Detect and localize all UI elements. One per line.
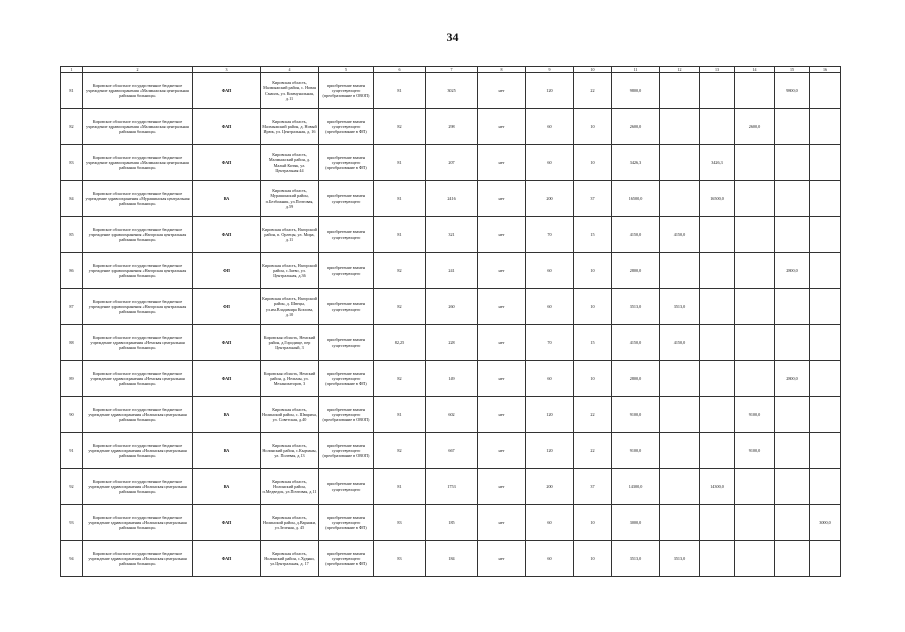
action-cell: приобретение взамен существующего [319,289,374,325]
value-cell: 82,25 [374,325,426,361]
amount-cell [775,469,810,505]
amount-cell [775,541,810,577]
amount-cell: 9800,0 [775,73,810,109]
value-cell: 10 [574,361,612,397]
row-number-cell: 90 [61,397,83,433]
value-cell: 602 [426,397,478,433]
amount-cell: 9100,0 [612,397,660,433]
value-cell: нет [478,325,526,361]
institution-name-cell: Кировское областное государственное бюджетное учреждение здравоохранения «Нолинская центральная районная больница» [83,541,193,577]
address-cell: Кировская область, Нолинский район, с.Кырчаны, ул. Полевая, д.13 [261,433,319,469]
facility-type-cell: ВА [193,397,261,433]
amount-cell [660,73,700,109]
value-cell: 37 [574,469,612,505]
action-cell: приобретение взамен существующего (преобразование в ФП) [319,541,374,577]
action-cell: приобретение взамен существующего (преобразование в ФП) [319,505,374,541]
value-cell: нет [478,433,526,469]
value-cell: 10 [574,145,612,181]
row-number-cell: 88 [61,325,83,361]
row-number-cell: 92 [61,469,83,505]
amount-cell [810,73,841,109]
column-number-cell: 9 [526,67,574,73]
institution-name-cell: Кировское областное государственное бюджетное учреждение здравоохранения «Нагорская центральная районная больница» [83,253,193,289]
address-cell: Кировская область, Немский район, д.Городище, пер Центральный, 3 [261,325,319,361]
facility-type-cell: ФАП [193,325,261,361]
amount-cell [810,145,841,181]
amount-cell [735,361,775,397]
table-row [61,181,841,217]
value-cell: нет [478,469,526,505]
column-number-cell: 5 [319,67,374,73]
amount-cell [775,433,810,469]
amount-cell [735,217,775,253]
action-cell: приобретение взамен существующего (преобразование в ФП) [319,361,374,397]
address-cell: Кировская область, Немский район, д. Нельмы, ул. Механизаторов, 3 [261,361,319,397]
address-cell: Кировская область, Нолинский район, д.Варнаки, ул.Зеленая, д. 45 [261,505,319,541]
action-cell: приобретение взамен существующего [319,325,374,361]
value-cell: 120 [526,433,574,469]
row-number-cell: 81 [61,73,83,109]
table-row [61,73,841,109]
institution-name-cell: Кировское областное государственное бюджетное учреждение здравоохранения «Нагорская центральная районная больница» [83,217,193,253]
amount-cell [810,397,841,433]
column-number-cell: 8 [478,67,526,73]
address-cell: Кировская область, Нагорский район, с.Заево, ул. Центральная, д.36 [261,253,319,289]
institution-name-cell: Кировское областное государственное бюджетное учреждение здравоохранения «Мурашинская центральная районная больница» [83,181,193,217]
amount-cell [700,253,735,289]
amount-cell: 3513,0 [660,289,700,325]
amount-cell [775,145,810,181]
amount-cell [810,433,841,469]
amount-cell [810,289,841,325]
value-cell: 184 [426,541,478,577]
amount-cell: 14300,0 [700,469,735,505]
value-cell: 22 [574,397,612,433]
value-cell: нет [478,109,526,145]
value-cell: 82 [374,109,426,145]
column-number-cell: 13 [700,67,735,73]
value-cell: 82 [374,253,426,289]
institution-name-cell: Кировское областное государственное бюджетное учреждение здравоохранения «Нолинская центральная районная больница» [83,397,193,433]
amount-cell [775,109,810,145]
value-cell: нет [478,397,526,433]
value-cell: 10 [574,289,612,325]
amount-cell [810,541,841,577]
table-row [61,541,841,577]
facility-type-cell: ФАП [193,109,261,145]
value-cell: 667 [426,433,478,469]
amount-cell: 4150,0 [660,217,700,253]
column-number-cell: 12 [660,67,700,73]
amount-cell: 2800,0 [612,361,660,397]
row-number-cell: 89 [61,361,83,397]
value-cell: 15 [574,325,612,361]
table-row [61,397,841,433]
amount-cell [810,253,841,289]
value-cell: нет [478,361,526,397]
amount-cell [660,109,700,145]
address-cell: Кировская область, Нагорский район, д. Швецы, ул.им.Владимира Козлова, д.10 [261,289,319,325]
amount-cell [810,109,841,145]
amount-cell [700,397,735,433]
amount-cell [775,289,810,325]
amount-cell [660,181,700,217]
value-cell: 207 [426,145,478,181]
row-number-cell: 84 [61,181,83,217]
value-cell: 70 [526,325,574,361]
table-row [61,217,841,253]
amount-cell [660,145,700,181]
value-cell: нет [478,505,526,541]
amount-cell [775,505,810,541]
amount-cell [700,433,735,469]
amount-cell: 9100,0 [612,433,660,469]
amount-cell: 2800,0 [775,253,810,289]
value-cell: 37 [574,181,612,217]
value-cell: 260 [426,289,478,325]
amount-cell: 4150,0 [612,217,660,253]
institution-name-cell: Кировское областное государственное бюджетное учреждение здравоохранения «Малмыжская центральная районная больница» [83,145,193,181]
action-cell: приобретение взамен существующего (преобразование в ОВОП) [319,73,374,109]
table-row [61,253,841,289]
address-cell: Кировская область, Малмыжский район, д. Малый Китяк, ул. Центральная 44 [261,145,319,181]
value-cell: 60 [526,289,574,325]
institution-name-cell: Кировское областное государственное бюджетное учреждение здравоохранения «Малмыжская центральная районная больница» [83,73,193,109]
amount-cell: 3000,0 [810,505,841,541]
value-cell: 81 [374,217,426,253]
amount-cell [735,541,775,577]
amount-cell: 9100,0 [735,433,775,469]
column-number-cell: 15 [775,67,810,73]
amount-cell [775,217,810,253]
amount-cell [810,325,841,361]
value-cell: 70 [526,217,574,253]
value-cell: 60 [526,361,574,397]
amount-cell [735,253,775,289]
amount-cell [700,217,735,253]
column-number-cell: 3 [193,67,261,73]
row-number-cell: 91 [61,433,83,469]
facility-type-cell: ФАП [193,73,261,109]
value-cell: 321 [426,217,478,253]
address-cell: Кировская область, Нолинский район, п.Медведок, ул.Почтовая, д.11 [261,469,319,505]
row-number-cell: 93 [61,505,83,541]
value-cell: 10 [574,253,612,289]
table-row [61,469,841,505]
row-number-cell: 87 [61,289,83,325]
facility-type-cell: ВА [193,181,261,217]
amount-cell [700,289,735,325]
amount-cell [700,361,735,397]
amount-cell [735,505,775,541]
facility-type-cell: ФАП [193,145,261,181]
value-cell: 200 [526,181,574,217]
amount-cell: 16500,0 [700,181,735,217]
value-cell: 82 [374,361,426,397]
action-cell: приобретение взамен существующего (преобразование в ОВОП) [319,433,374,469]
amount-cell [735,73,775,109]
amount-cell [735,289,775,325]
value-cell: 60 [526,541,574,577]
amount-cell [660,397,700,433]
amount-cell [775,325,810,361]
amount-cell: 9100,0 [735,397,775,433]
address-cell: Кировская область, Малмыжский район, с. Новая Смаиль, ул. Коммунальная, д.11 [261,73,319,109]
amount-cell [810,469,841,505]
table-row [61,109,841,145]
facility-type-cell: ФП [193,253,261,289]
value-cell: 81 [374,73,426,109]
amount-cell: 3000,0 [612,505,660,541]
table-row [61,505,841,541]
institution-name-cell: Кировское областное государственное бюджетное учреждение здравоохранения «Малмыжская центральная районная больница» [83,109,193,145]
row-number-cell: 82 [61,109,83,145]
value-cell: 60 [526,505,574,541]
institution-name-cell: Кировское областное государственное бюджетное учреждение здравоохранения «Немская центральная районная больница» [83,325,193,361]
value-cell: 149 [426,361,478,397]
amount-cell [700,109,735,145]
facility-type-cell: ВА [193,469,261,505]
table-row [61,433,841,469]
value-cell: 185 [426,505,478,541]
amount-cell: 3426,3 [612,145,660,181]
amount-cell [810,217,841,253]
value-cell: нет [478,541,526,577]
address-cell: Кировская область, Нагорский район, п. Орлецы, ул. Мира, д.11 [261,217,319,253]
value-cell: нет [478,289,526,325]
value-cell: 228 [426,325,478,361]
amount-cell [660,469,700,505]
amount-cell: 14300,0 [612,469,660,505]
value-cell: 81 [374,397,426,433]
value-cell: 120 [526,397,574,433]
column-number-cell: 10 [574,67,612,73]
value-cell: 2416 [426,181,478,217]
facility-type-cell: ВА [193,433,261,469]
value-cell: нет [478,145,526,181]
amount-cell [700,541,735,577]
row-number-cell: 85 [61,217,83,253]
value-cell: 82 [374,289,426,325]
value-cell: 81 [374,469,426,505]
value-cell: 82 [374,433,426,469]
table-row [61,325,841,361]
column-number-cell: 11 [612,67,660,73]
address-cell: Кировская область, Нолинский район, с. Швариха, ул. Советская, д.40 [261,397,319,433]
action-cell: приобретение взамен существующего (преобразование в ФП) [319,145,374,181]
amount-cell: 4150,0 [660,325,700,361]
institution-name-cell: Кировское областное государственное бюджетное учреждение здравоохранения «Нолинская центральная районная больница» [83,433,193,469]
value-cell: нет [478,73,526,109]
value-cell: 10 [574,505,612,541]
amount-cell: 9800,0 [612,73,660,109]
value-cell: 83 [374,505,426,541]
facility-type-cell: ФАП [193,361,261,397]
institution-name-cell: Кировское областное государственное бюджетное учреждение здравоохранения «Немская центральная районная больница» [83,361,193,397]
institution-name-cell: Кировское областное государственное бюджетное учреждение здравоохранения «Нолинская центральная районная больница» [83,505,193,541]
value-cell: 15 [574,217,612,253]
value-cell: 60 [526,109,574,145]
institution-name-cell: Кировское областное государственное бюджетное учреждение здравоохранения «Нолинская центральная районная больница» [83,469,193,505]
amount-cell: 4150,0 [612,325,660,361]
value-cell: нет [478,217,526,253]
action-cell: приобретение взамен существующего [319,469,374,505]
value-cell: 3025 [426,73,478,109]
value-cell: 200 [526,469,574,505]
facility-type-cell: ФП [193,289,261,325]
value-cell: 81 [374,145,426,181]
facility-type-cell: ФАП [193,505,261,541]
table-row [61,289,841,325]
amount-cell: 3513,0 [660,541,700,577]
table-row [61,361,841,397]
value-cell: 1753 [426,469,478,505]
amount-cell [660,433,700,469]
action-cell: приобретение взамен существующего [319,181,374,217]
action-cell: приобретение взамен существующего (преобразование в ФП) [319,109,374,145]
column-number-cell: 2 [83,67,193,73]
amount-cell: 3513,0 [612,541,660,577]
value-cell: 10 [574,109,612,145]
institution-name-cell: Кировское областное государственное бюджетное учреждение здравоохранения «Нагорская центральная районная больница» [83,289,193,325]
action-cell: приобретение взамен существующего (преобразование в ОВОП) [319,397,374,433]
amount-cell [700,73,735,109]
amount-cell [735,145,775,181]
column-number-cell: 14 [735,67,775,73]
amount-cell [735,181,775,217]
value-cell: 22 [574,73,612,109]
value-cell: нет [478,253,526,289]
column-number-cell: 7 [426,67,478,73]
amount-cell [700,325,735,361]
value-cell: 83 [374,541,426,577]
value-cell: 22 [574,433,612,469]
value-cell: 298 [426,109,478,145]
facility-type-cell: ФАП [193,217,261,253]
value-cell: 120 [526,73,574,109]
column-number-cell: 6 [374,67,426,73]
amount-cell: 16500,0 [612,181,660,217]
table-row [61,145,841,181]
value-cell: нет [478,181,526,217]
amount-cell: 2800,0 [775,361,810,397]
column-number-cell: 1 [61,67,83,73]
column-number-cell: 4 [261,67,319,73]
amount-cell [660,361,700,397]
amount-cell [775,397,810,433]
amount-cell: 2800,0 [612,253,660,289]
action-cell: приобретение взамен существующего [319,253,374,289]
amount-cell: 2600,0 [735,109,775,145]
action-cell: приобретение взамен существующего [319,217,374,253]
value-cell: 81 [374,181,426,217]
value-cell: 241 [426,253,478,289]
amount-cell [735,325,775,361]
row-number-cell: 86 [61,253,83,289]
amount-cell: 2600,0 [612,109,660,145]
amount-cell [810,361,841,397]
amount-cell [810,181,841,217]
amount-cell: 3426,3 [700,145,735,181]
amount-cell [775,181,810,217]
amount-cell [735,469,775,505]
address-cell: Кировская область, Мурашинский район, п.Безбожник, ул.Почтовая, д.59 [261,181,319,217]
value-cell: 10 [574,541,612,577]
facilities-table [60,66,841,577]
amount-cell [660,505,700,541]
address-cell: Кировская область, Малмыжский район, д. Новый Ирюк, ул. Центральная, д. 16 [261,109,319,145]
row-number-cell: 94 [61,541,83,577]
facility-type-cell: ФАП [193,541,261,577]
value-cell: 60 [526,145,574,181]
column-number-cell: 16 [810,67,841,73]
amount-cell [700,505,735,541]
row-number-cell: 83 [61,145,83,181]
amount-cell [660,253,700,289]
page-number: 34 [446,30,459,44]
value-cell: 60 [526,253,574,289]
amount-cell: 3513,0 [612,289,660,325]
address-cell: Кировская область, Нолинский район, с.Худяки, ул.Центральная, д. 17 [261,541,319,577]
